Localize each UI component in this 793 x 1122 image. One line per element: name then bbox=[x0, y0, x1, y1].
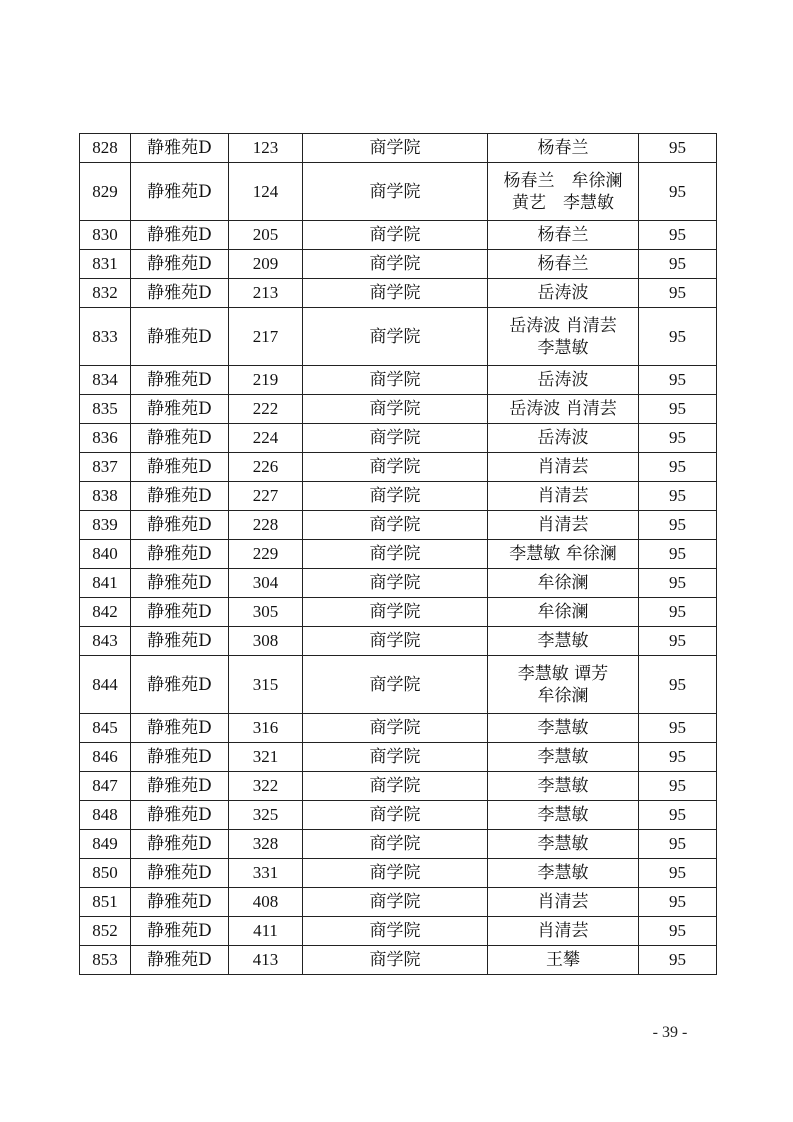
cell-names bbox=[488, 482, 639, 511]
cell-score: 95 bbox=[639, 134, 717, 163]
cell-score: 95 bbox=[639, 163, 717, 221]
cell-score: 95 bbox=[639, 888, 717, 917]
name-line: 牟徐澜 bbox=[537, 602, 589, 622]
cell-college: 商学院 bbox=[303, 540, 488, 569]
cell-score: 95 bbox=[639, 859, 717, 888]
cell-row-number: 840 bbox=[80, 540, 131, 569]
cell-college: 商学院 bbox=[303, 569, 488, 598]
table-row bbox=[80, 830, 717, 859]
cell-college: 商学院 bbox=[303, 395, 488, 424]
table-row bbox=[80, 250, 717, 279]
cell-room-number: 321 bbox=[229, 743, 303, 772]
cell-college: 商学院 bbox=[303, 366, 488, 395]
cell-room-number: 408 bbox=[229, 888, 303, 917]
cell-score: 95 bbox=[639, 540, 717, 569]
cell-row-number: 835 bbox=[80, 395, 131, 424]
cell-row-number: 851 bbox=[80, 888, 131, 917]
cell-building: 静雅苑D bbox=[131, 279, 229, 308]
cell-row-number: 831 bbox=[80, 250, 131, 279]
cell-names bbox=[488, 308, 639, 366]
cell-college: 商学院 bbox=[303, 917, 488, 946]
cell-college: 商学院 bbox=[303, 656, 488, 714]
cell-row-number: 850 bbox=[80, 859, 131, 888]
cell-score: 95 bbox=[639, 743, 717, 772]
name-line: 李慧敏 bbox=[537, 631, 589, 651]
cell-room-number: 316 bbox=[229, 714, 303, 743]
cell-score: 95 bbox=[639, 801, 717, 830]
table-row bbox=[80, 424, 717, 453]
cell-row-number: 849 bbox=[80, 830, 131, 859]
dormitory-score-table bbox=[79, 133, 717, 975]
name-line: 李慧敏 bbox=[537, 776, 589, 796]
cell-college: 商学院 bbox=[303, 859, 488, 888]
cell-score: 95 bbox=[639, 511, 717, 540]
cell-building: 静雅苑D bbox=[131, 743, 229, 772]
cell-score: 95 bbox=[639, 308, 717, 366]
name-line: 李慧敏 bbox=[537, 863, 589, 883]
cell-building: 静雅苑D bbox=[131, 308, 229, 366]
table-row bbox=[80, 540, 717, 569]
cell-building: 静雅苑D bbox=[131, 424, 229, 453]
cell-college: 商学院 bbox=[303, 772, 488, 801]
cell-score: 95 bbox=[639, 917, 717, 946]
cell-names bbox=[488, 772, 639, 801]
cell-names bbox=[488, 917, 639, 946]
cell-college: 商学院 bbox=[303, 221, 488, 250]
table-row bbox=[80, 859, 717, 888]
name-line: 李慧敏 bbox=[537, 834, 589, 854]
cell-building: 静雅苑D bbox=[131, 598, 229, 627]
table-row bbox=[80, 395, 717, 424]
cell-building: 静雅苑D bbox=[131, 366, 229, 395]
cell-building: 静雅苑D bbox=[131, 482, 229, 511]
cell-room-number: 305 bbox=[229, 598, 303, 627]
cell-room-number: 331 bbox=[229, 859, 303, 888]
cell-building: 静雅苑D bbox=[131, 830, 229, 859]
cell-building: 静雅苑D bbox=[131, 221, 229, 250]
cell-names bbox=[488, 627, 639, 656]
cell-names bbox=[488, 134, 639, 163]
table-row bbox=[80, 656, 717, 714]
cell-college: 商学院 bbox=[303, 714, 488, 743]
cell-building: 静雅苑D bbox=[131, 917, 229, 946]
cell-college: 商学院 bbox=[303, 250, 488, 279]
cell-room-number: 222 bbox=[229, 395, 303, 424]
table-row bbox=[80, 453, 717, 482]
cell-room-number: 219 bbox=[229, 366, 303, 395]
table-row bbox=[80, 917, 717, 946]
cell-building: 静雅苑D bbox=[131, 250, 229, 279]
name-line: 杨春兰 bbox=[537, 254, 589, 274]
cell-college: 商学院 bbox=[303, 801, 488, 830]
cell-score: 95 bbox=[639, 598, 717, 627]
cell-college: 商学院 bbox=[303, 279, 488, 308]
cell-row-number: 832 bbox=[80, 279, 131, 308]
cell-row-number: 829 bbox=[80, 163, 131, 221]
cell-row-number: 845 bbox=[80, 714, 131, 743]
table-row bbox=[80, 627, 717, 656]
name-line: 杨春兰 牟徐澜 bbox=[503, 170, 623, 191]
cell-score: 95 bbox=[639, 424, 717, 453]
cell-college: 商学院 bbox=[303, 743, 488, 772]
cell-names bbox=[488, 888, 639, 917]
cell-building: 静雅苑D bbox=[131, 511, 229, 540]
cell-college: 商学院 bbox=[303, 134, 488, 163]
cell-room-number: 322 bbox=[229, 772, 303, 801]
cell-row-number: 828 bbox=[80, 134, 131, 163]
cell-score: 95 bbox=[639, 627, 717, 656]
cell-score: 95 bbox=[639, 453, 717, 482]
cell-names bbox=[488, 540, 639, 569]
table-row bbox=[80, 569, 717, 598]
table-row bbox=[80, 308, 717, 366]
cell-row-number: 844 bbox=[80, 656, 131, 714]
cell-building: 静雅苑D bbox=[131, 859, 229, 888]
cell-score: 95 bbox=[639, 772, 717, 801]
name-line: 岳涛波 bbox=[537, 283, 589, 303]
name-line: 岳涛波 肖清芸 bbox=[509, 315, 617, 336]
cell-room-number: 123 bbox=[229, 134, 303, 163]
cell-room-number: 328 bbox=[229, 830, 303, 859]
cell-building: 静雅苑D bbox=[131, 656, 229, 714]
cell-score: 95 bbox=[639, 250, 717, 279]
cell-room-number: 213 bbox=[229, 279, 303, 308]
cell-names bbox=[488, 395, 639, 424]
name-line: 牟徐澜 bbox=[537, 685, 589, 706]
cell-building: 静雅苑D bbox=[131, 801, 229, 830]
name-line: 李慧敏 bbox=[537, 718, 589, 738]
cell-score: 95 bbox=[639, 656, 717, 714]
table-row bbox=[80, 134, 717, 163]
cell-row-number: 843 bbox=[80, 627, 131, 656]
cell-college: 商学院 bbox=[303, 308, 488, 366]
cell-room-number: 308 bbox=[229, 627, 303, 656]
cell-room-number: 325 bbox=[229, 801, 303, 830]
cell-score: 95 bbox=[639, 395, 717, 424]
cell-building: 静雅苑D bbox=[131, 395, 229, 424]
table-row bbox=[80, 163, 717, 221]
cell-room-number: 224 bbox=[229, 424, 303, 453]
cell-names bbox=[488, 946, 639, 975]
cell-college: 商学院 bbox=[303, 482, 488, 511]
cell-college: 商学院 bbox=[303, 598, 488, 627]
cell-names bbox=[488, 830, 639, 859]
cell-score: 95 bbox=[639, 714, 717, 743]
cell-row-number: 833 bbox=[80, 308, 131, 366]
cell-score: 95 bbox=[639, 366, 717, 395]
cell-room-number: 205 bbox=[229, 221, 303, 250]
cell-building: 静雅苑D bbox=[131, 946, 229, 975]
name-line: 杨春兰 bbox=[537, 138, 589, 158]
name-line: 李慧敏 牟徐澜 bbox=[509, 544, 617, 564]
cell-score: 95 bbox=[639, 569, 717, 598]
cell-score: 95 bbox=[639, 279, 717, 308]
table-row bbox=[80, 366, 717, 395]
table-row bbox=[80, 772, 717, 801]
table-row bbox=[80, 743, 717, 772]
cell-score: 95 bbox=[639, 946, 717, 975]
name-line: 李慧敏 bbox=[537, 337, 589, 358]
name-line: 牟徐澜 bbox=[537, 573, 589, 593]
table-row bbox=[80, 511, 717, 540]
cell-room-number: 227 bbox=[229, 482, 303, 511]
name-line: 肖清芸 bbox=[537, 921, 589, 941]
table-row bbox=[80, 482, 717, 511]
cell-college: 商学院 bbox=[303, 424, 488, 453]
cell-building: 静雅苑D bbox=[131, 540, 229, 569]
cell-row-number: 837 bbox=[80, 453, 131, 482]
cell-building: 静雅苑D bbox=[131, 772, 229, 801]
cell-college: 商学院 bbox=[303, 627, 488, 656]
cell-row-number: 853 bbox=[80, 946, 131, 975]
name-line: 李慧敏 谭芳 bbox=[517, 663, 609, 684]
cell-names bbox=[488, 598, 639, 627]
name-line: 肖清芸 bbox=[537, 892, 589, 912]
cell-college: 商学院 bbox=[303, 453, 488, 482]
page-number: - 39 - bbox=[652, 1024, 688, 1041]
cell-row-number: 842 bbox=[80, 598, 131, 627]
cell-names bbox=[488, 250, 639, 279]
cell-row-number: 852 bbox=[80, 917, 131, 946]
table-row bbox=[80, 279, 717, 308]
cell-building: 静雅苑D bbox=[131, 627, 229, 656]
cell-names bbox=[488, 453, 639, 482]
table-row bbox=[80, 221, 717, 250]
name-line: 肖清芸 bbox=[537, 486, 589, 506]
cell-college: 商学院 bbox=[303, 830, 488, 859]
cell-score: 95 bbox=[639, 830, 717, 859]
cell-names bbox=[488, 656, 639, 714]
cell-building: 静雅苑D bbox=[131, 714, 229, 743]
table-row bbox=[80, 888, 717, 917]
cell-names bbox=[488, 511, 639, 540]
cell-room-number: 217 bbox=[229, 308, 303, 366]
cell-building: 静雅苑D bbox=[131, 453, 229, 482]
cell-row-number: 846 bbox=[80, 743, 131, 772]
table-row bbox=[80, 946, 717, 975]
name-line: 李慧敏 bbox=[537, 747, 589, 767]
cell-row-number: 839 bbox=[80, 511, 131, 540]
cell-room-number: 209 bbox=[229, 250, 303, 279]
cell-row-number: 838 bbox=[80, 482, 131, 511]
name-line: 王攀 bbox=[546, 950, 580, 970]
cell-building: 静雅苑D bbox=[131, 569, 229, 598]
name-line: 肖清芸 bbox=[537, 457, 589, 477]
cell-room-number: 304 bbox=[229, 569, 303, 598]
name-line: 岳涛波 bbox=[537, 370, 589, 390]
cell-room-number: 229 bbox=[229, 540, 303, 569]
cell-row-number: 836 bbox=[80, 424, 131, 453]
cell-college: 商学院 bbox=[303, 888, 488, 917]
cell-room-number: 315 bbox=[229, 656, 303, 714]
name-line: 岳涛波 肖清芸 bbox=[509, 399, 617, 419]
cell-names bbox=[488, 859, 639, 888]
cell-row-number: 848 bbox=[80, 801, 131, 830]
cell-building: 静雅苑D bbox=[131, 888, 229, 917]
cell-college: 商学院 bbox=[303, 163, 488, 221]
cell-building: 静雅苑D bbox=[131, 163, 229, 221]
cell-college: 商学院 bbox=[303, 946, 488, 975]
cell-row-number: 841 bbox=[80, 569, 131, 598]
name-line: 肖清芸 bbox=[537, 515, 589, 535]
cell-names bbox=[488, 366, 639, 395]
name-line: 杨春兰 bbox=[537, 225, 589, 245]
table-row bbox=[80, 598, 717, 627]
cell-row-number: 834 bbox=[80, 366, 131, 395]
cell-row-number: 830 bbox=[80, 221, 131, 250]
cell-room-number: 226 bbox=[229, 453, 303, 482]
cell-score: 95 bbox=[639, 221, 717, 250]
cell-names bbox=[488, 279, 639, 308]
table-row bbox=[80, 801, 717, 830]
name-line: 岳涛波 bbox=[537, 428, 589, 448]
cell-score: 95 bbox=[639, 482, 717, 511]
cell-college: 商学院 bbox=[303, 511, 488, 540]
cell-names bbox=[488, 743, 639, 772]
cell-names bbox=[488, 424, 639, 453]
name-line: 李慧敏 bbox=[537, 805, 589, 825]
cell-names bbox=[488, 801, 639, 830]
cell-room-number: 124 bbox=[229, 163, 303, 221]
cell-room-number: 413 bbox=[229, 946, 303, 975]
cell-names bbox=[488, 221, 639, 250]
name-line: 黄艺 李慧敏 bbox=[512, 192, 614, 213]
cell-building: 静雅苑D bbox=[131, 134, 229, 163]
cell-names bbox=[488, 714, 639, 743]
cell-names bbox=[488, 569, 639, 598]
table-row bbox=[80, 714, 717, 743]
cell-room-number: 411 bbox=[229, 917, 303, 946]
cell-row-number: 847 bbox=[80, 772, 131, 801]
cell-room-number: 228 bbox=[229, 511, 303, 540]
cell-names bbox=[488, 163, 639, 221]
table-body bbox=[80, 134, 717, 975]
